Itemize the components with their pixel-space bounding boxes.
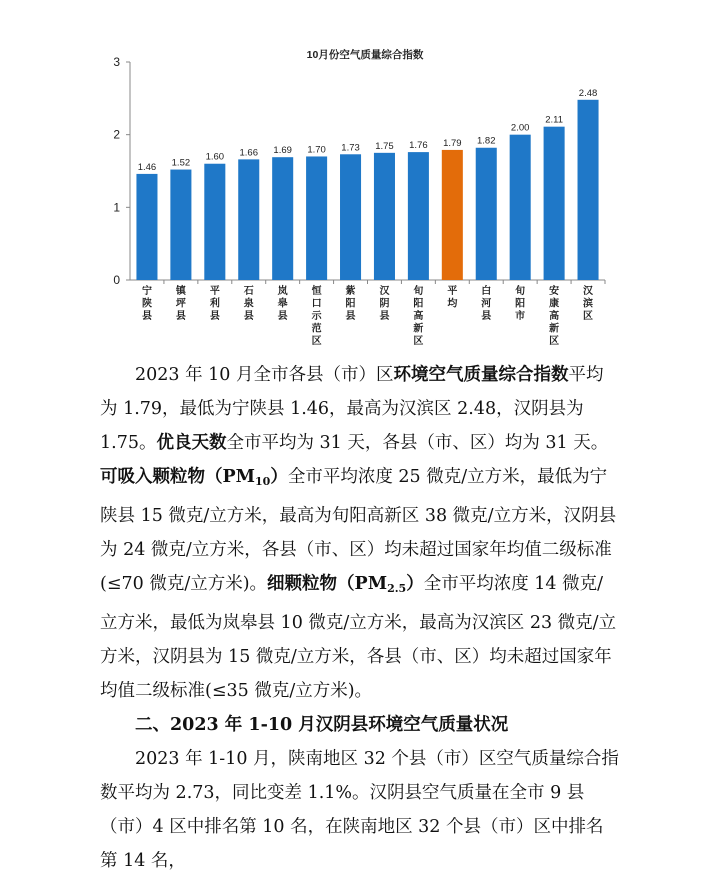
bold-term-pm25 (267, 574, 424, 594)
value-label: 1.76 (409, 140, 428, 152)
bar (476, 148, 497, 280)
text-span: 细颗粒物（PM (267, 574, 388, 594)
value-label: 1.73 (341, 142, 360, 154)
bar (238, 159, 259, 280)
text-span: ） (406, 574, 424, 594)
category-label: 安康高新区 (549, 286, 560, 347)
category-label: 恒口示范区 (311, 286, 322, 347)
text-span: ） (270, 467, 288, 487)
bar (510, 135, 531, 280)
text-span: 全市平均浓度 14 微克/立方米，最低为岚皋县 10 微克/立方米，最高为汉滨区 23 微克/立方米，汉阴县为 15 微克/立方米，各县（市、区）均未超过国家年均值二级标准(≤35 微克/立方米)。 (100, 574, 617, 701)
value-label: 1.52 (171, 157, 191, 169)
y-tick-label: 2 (113, 127, 120, 142)
category-label: 镇坪县 (175, 286, 186, 322)
document-body (100, 358, 620, 878)
value-label: 1.75 (375, 140, 394, 152)
text-span: 可吸入颗粒物（PM (100, 467, 256, 487)
y-tick-label: 0 (113, 273, 120, 287)
bar (136, 174, 157, 280)
value-label: 2.00 (510, 122, 530, 134)
paragraph-air-quality-oct (100, 358, 620, 708)
value-label: 2.48 (578, 87, 598, 99)
category-label: 旬阳高新区 (413, 286, 424, 347)
value-label: 1.46 (137, 161, 157, 173)
category-label: 白河县 (481, 286, 492, 322)
value-label: 1.66 (239, 147, 258, 159)
value-label: 1.79 (443, 137, 462, 149)
air-quality-chart (0, 0, 707, 350)
category-label: 汉滨区 (583, 286, 594, 322)
text-span: 全市平均浓度 25 微克/立方米，最低为宁陕县 15 微克/立方米，最高为旬阳高新区 38 微克/立方米，汉阴县为 24 微克/立方米，各县（市、区）均未超过国家年均值二级标准(≤70 微克/立方米)。 (100, 467, 617, 594)
text-span: 2023 年 10 月全市各县（市）区 (135, 365, 394, 385)
bold-term-composite-index: 环境空气质量综合指数 (393, 365, 569, 385)
bold-term-pm10 (100, 467, 288, 487)
section-heading: 二、2023 年 1-10 月汉阴县环境空气质量状况 (135, 715, 509, 735)
value-label: 2.11 (545, 114, 564, 126)
bar (272, 157, 293, 280)
bar (374, 153, 395, 280)
subscript-10: 10 (255, 475, 271, 488)
y-tick-label: 3 (113, 55, 120, 69)
bar (306, 156, 327, 280)
category-label: 旬阳市 (515, 286, 526, 322)
category-label: 石泉县 (243, 286, 254, 322)
y-tick-label: 1 (113, 200, 120, 215)
category-label: 平均 (447, 286, 458, 310)
bar (544, 127, 565, 280)
category-label: 宁陕县 (141, 286, 152, 322)
bold-term-good-days: 优良天数 (156, 433, 227, 453)
subscript-2-5: 2.5 (387, 582, 407, 595)
bar (204, 164, 225, 280)
value-label: 1.69 (273, 145, 292, 157)
value-label: 1.70 (307, 144, 326, 156)
category-label: 紫阳县 (345, 286, 356, 322)
text-span: 全市平均为 31 天，各县（市、区）均为 31 天。 (226, 433, 609, 453)
bar (578, 100, 599, 280)
category-label: 平利县 (209, 286, 220, 322)
bar (442, 150, 463, 280)
bar (340, 154, 361, 280)
chart-title: 10月份空气质量综合指数 (306, 49, 424, 61)
category-label: 汉阴县 (379, 286, 390, 322)
chart-category-labels (142, 284, 594, 347)
value-label: 1.60 (205, 151, 225, 163)
bar (408, 152, 429, 280)
bar (170, 170, 191, 280)
category-label: 岚皋县 (277, 286, 288, 322)
value-label: 1.82 (477, 135, 496, 147)
paragraph-jan-oct: 2023 年 1-10 月，陕南地区 32 个县（市）区空气质量综合指数平均为 2.73，同比变差 1.1%。汉阴县空气质量在全市 9 县（市）4 区中排名第 10 名，在陕南地区 32 个县（市）区中排名第 14 名， (100, 749, 619, 871)
text-span: 平均为 1.79，最低为宁陕县 1.46，最高为汉滨区 2.48，汉阴县为 1.75。 (100, 365, 604, 453)
